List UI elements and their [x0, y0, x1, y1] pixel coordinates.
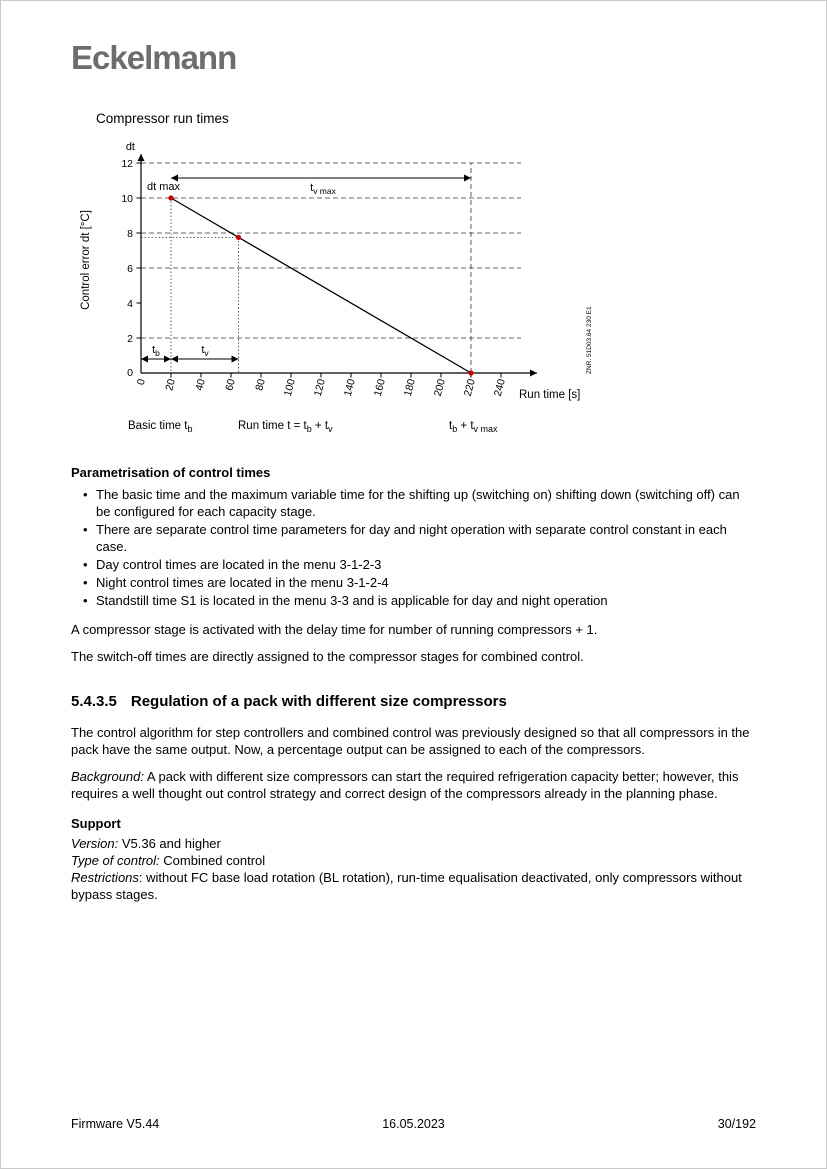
y-axis-title: Control error dt [°C] — [80, 210, 92, 310]
paragraph-control-algorithm: The control algorithm for step controllers and combined control was previously designed so that all compressors in the pack have the same output. Now, a percentage output can be assigned to each of the compressors. — [71, 725, 750, 757]
section-title: Regulation of a pack with different size compressors — [130, 693, 507, 710]
tb-label: $t_b$ — [152, 344, 160, 358]
type-of-control-label: Type of control: — [71, 853, 160, 868]
dt-max-label: dt max — [147, 181, 181, 193]
x-tick-label: 20 — [163, 377, 178, 393]
y-tick-label: 6 — [127, 263, 133, 275]
version-line — [71, 835, 756, 852]
eckelmann-logo: Eckelmann — [71, 39, 237, 76]
y-tick-label: 4 — [127, 298, 133, 310]
restrictions-value: : without FC base load rotation (BL rotation), run-time equalisation deactivated, only compressors without bypass stages. — [71, 870, 742, 902]
list-item-day-menu: • Day control times are located in the menu 3-1-2-3 — [83, 556, 756, 573]
x-tick-label: 60 — [223, 377, 238, 393]
x-tick-labels — [135, 378, 508, 398]
paragraph-switch-off: The switch-off times are directly assigned to the compressor stages for combined control. — [71, 649, 584, 664]
dotted-reference-lines — [141, 198, 239, 373]
restrictions-label: Restrictions — [71, 870, 139, 885]
list-item-day-night-params: • There are separate control time parameters for day and night operation with separate control constant in each case. — [83, 521, 756, 555]
body-content — [71, 465, 756, 903]
y-tick-label: 12 — [121, 158, 133, 170]
list-item-night-menu: • Night control times are located in the menu 3-1-2-4 — [83, 574, 756, 591]
parametrisation-heading: Parametrisation of control times — [71, 465, 271, 480]
tvmax-label: $t_{v max}$ — [310, 182, 336, 196]
tv-label: $t_v$ — [201, 344, 209, 358]
dt-axis-label: dt — [125, 141, 135, 153]
x-tick-label: 220 — [461, 377, 478, 398]
y-tick-label: 2 — [127, 333, 133, 345]
x-tick-label: 100 — [281, 377, 298, 398]
version-label: Version: — [71, 836, 119, 851]
point-65-7_75 — [236, 235, 241, 240]
x-tick-label: 140 — [341, 377, 358, 398]
caption-basic-time: Basic time $t_b$ — [128, 420, 193, 434]
x-axis-title: Run time [s] — [519, 389, 581, 401]
background-text: A pack with different size compressors can start the required refrigeration capacity better; however, this requires a well thought out control strategy and correct design of the compressors already in the planning phase. — [71, 769, 739, 801]
x-tick-label: 240 — [491, 377, 508, 398]
x-tick-label: 120 — [311, 377, 328, 398]
page-footer — [71, 1117, 756, 1131]
paragraph-compressor-stage: A compressor stage is activated with the delay time for number of running compressors + 1. — [71, 622, 598, 637]
paragraph-background — [71, 768, 756, 802]
caption-end-time: $t_b + t_{v max}$ — [449, 420, 498, 434]
section-heading — [71, 693, 756, 710]
series-line — [171, 198, 471, 373]
list-item-standstill: • Standstill time S1 is located in the menu 3-3 and is applicable for day and night operation — [83, 592, 756, 609]
x-tick-label: 80 — [253, 377, 268, 393]
y-tick-label: 8 — [127, 228, 133, 240]
background-label: Background: — [71, 769, 144, 784]
list-item-basic-time: • The basic time and the maximum variable time for the shifting up (switching on) shifting down (switching off) can be configured for each capacity stage. — [83, 486, 756, 520]
footer-page-number: 30/192 — [717, 1117, 756, 1131]
version-value: V5.36 and higher — [118, 836, 221, 851]
figure-title: Compressor run times — [96, 111, 229, 126]
x-tick-label: 40 — [193, 377, 208, 393]
x-tick-label: 200 — [431, 377, 448, 398]
point-20-10 — [168, 195, 173, 200]
x-tick-label: 0 — [134, 377, 148, 387]
point-220-0 — [468, 370, 473, 375]
compressor-run-times-figure — [71, 111, 756, 445]
drawing-number-note: ZNR. 51D03.64 230 E1 — [586, 306, 593, 374]
footer-date: 16.05.2023 — [382, 1117, 445, 1131]
y-tick-label: 0 — [127, 367, 133, 379]
caption-run-time: Run time $t = t_b + t_v$ — [238, 420, 333, 434]
type-of-control-value: Combined control — [159, 853, 266, 868]
x-tick-label: 180 — [401, 377, 418, 398]
y-tick-label: 10 — [121, 193, 133, 205]
support-heading: Support — [71, 816, 121, 831]
control-times-list — [71, 486, 756, 609]
restrictions-line — [71, 869, 756, 903]
y-tick-labels — [121, 158, 133, 379]
type-of-control-line — [71, 852, 756, 869]
x-tick-label: 160 — [371, 377, 388, 398]
run-times-chart — [71, 128, 631, 442]
section-number: 5.4.3.5 — [71, 693, 117, 710]
footer-firmware-version: Firmware V5.44 — [71, 1117, 160, 1131]
